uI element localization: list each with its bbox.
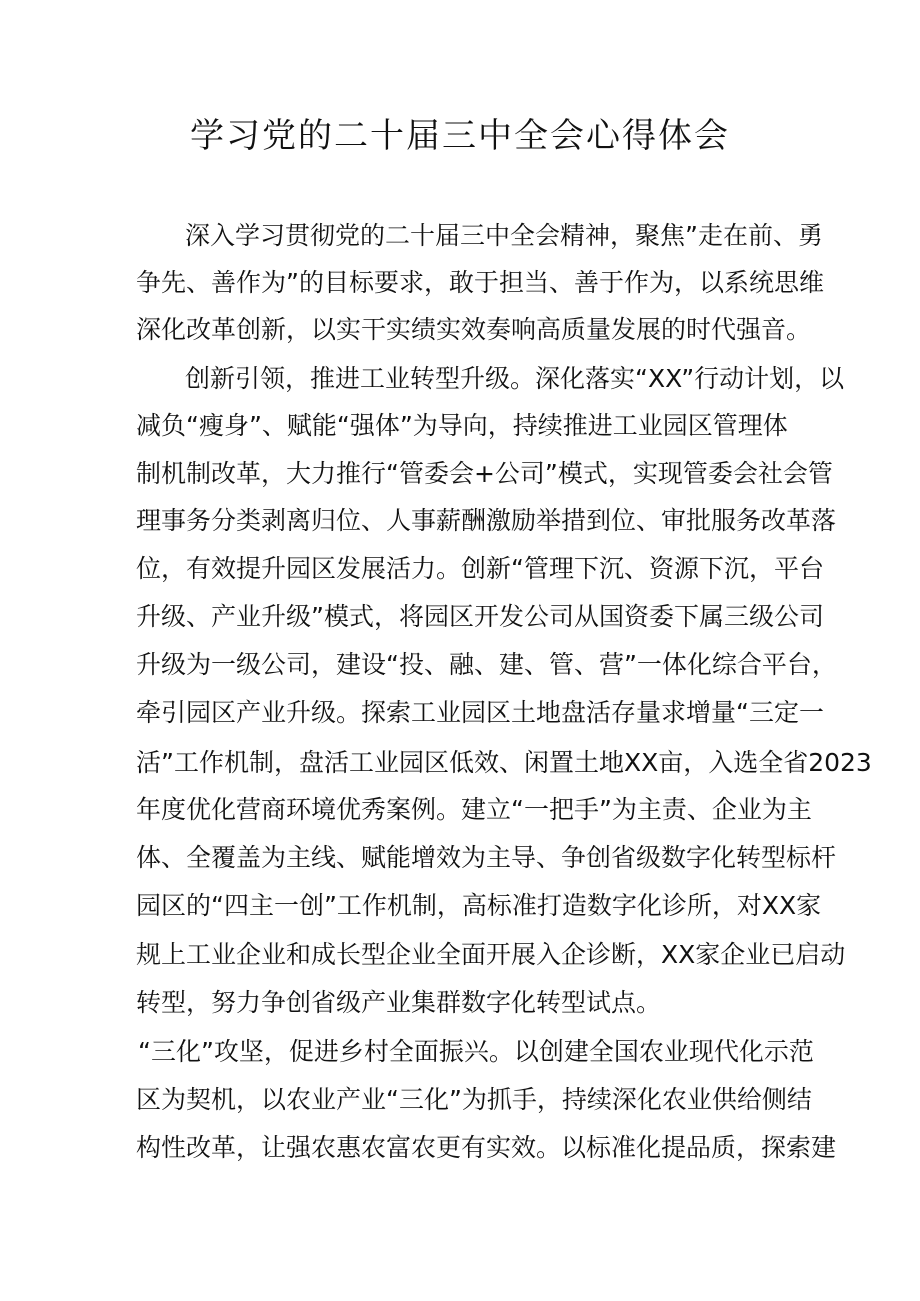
- paragraph-line: 创新引领，推进工业转型升级。深化落实“XX”行动计划，以: [185, 364, 845, 393]
- paragraph-line: 位，有效提升园区发展活力。创新“管理下沉、资源下沉，平台: [136, 554, 824, 583]
- paragraph-line: 牵引园区产业升级。探索工业园区土地盘活存量求增量“三定一: [136, 698, 824, 727]
- paragraph-line: 减负“瘦身”、赋能“强体”为导向，持续推进工业园区管理体: [136, 411, 788, 440]
- paragraph-line: 理事务分类剥离归位、人事薪酬激励举措到位、审批服务改革落: [136, 506, 837, 535]
- paragraph-line: 园区的“四主一创”工作机制，高标准打造数字化诊所，对XX家: [136, 891, 822, 920]
- paragraph-line: 争先、善作为”的目标要求，敢于担当、善于作为，以系统思维: [136, 268, 824, 297]
- paragraph-line: 年度优化营商环境优秀案例。建立“一把手”为主责、企业为主: [136, 795, 812, 824]
- paragraph-line: 深入学习贯彻党的二十届三中全会精神，聚焦”走在前、勇: [185, 221, 823, 250]
- paragraph-line: 体、全覆盖为主线、赋能增效为主导、争创省级数字化转型标杆: [136, 843, 837, 872]
- document-title: 学习党的二十届三中全会心得体会: [190, 116, 730, 156]
- paragraph-line: 规上工业企业和成长型企业全面开展入企诊断，XX家企业已启动: [136, 940, 846, 969]
- paragraph-line: 升级为一级公司，建设“投、融、建、管、营”一体化综合平台，: [136, 650, 837, 679]
- paragraph-line: 活”工作机制，盘活工业园区低效、闲置土地XX亩，入选全省2023: [136, 748, 872, 777]
- paragraph-line: 深化改革创新，以实干实绩实效奏响高质量发展的时代强音。: [136, 315, 812, 344]
- paragraph-line: 制机制改革，大力推行“管委会+公司”模式，实现管委会社会管: [136, 459, 833, 488]
- paragraph-line: 转型，努力争创省级产业集群数字化转型试点。: [136, 988, 662, 1017]
- paragraph-line: “三化”攻坚，促进乡村全面振兴。以创建全国农业现代化示范: [138, 1037, 814, 1066]
- paragraph-line: 升级、产业升级”模式，将园区开发公司从国资委下属三级公司: [136, 602, 824, 631]
- paragraph-line: 区为契机，以农业产业“三化”为抓手，持续深化农业供给侧结: [136, 1085, 812, 1114]
- paragraph-line: 构性改革，让强农惠农富农更有实效。以标准化提品质，探索建: [136, 1133, 837, 1162]
